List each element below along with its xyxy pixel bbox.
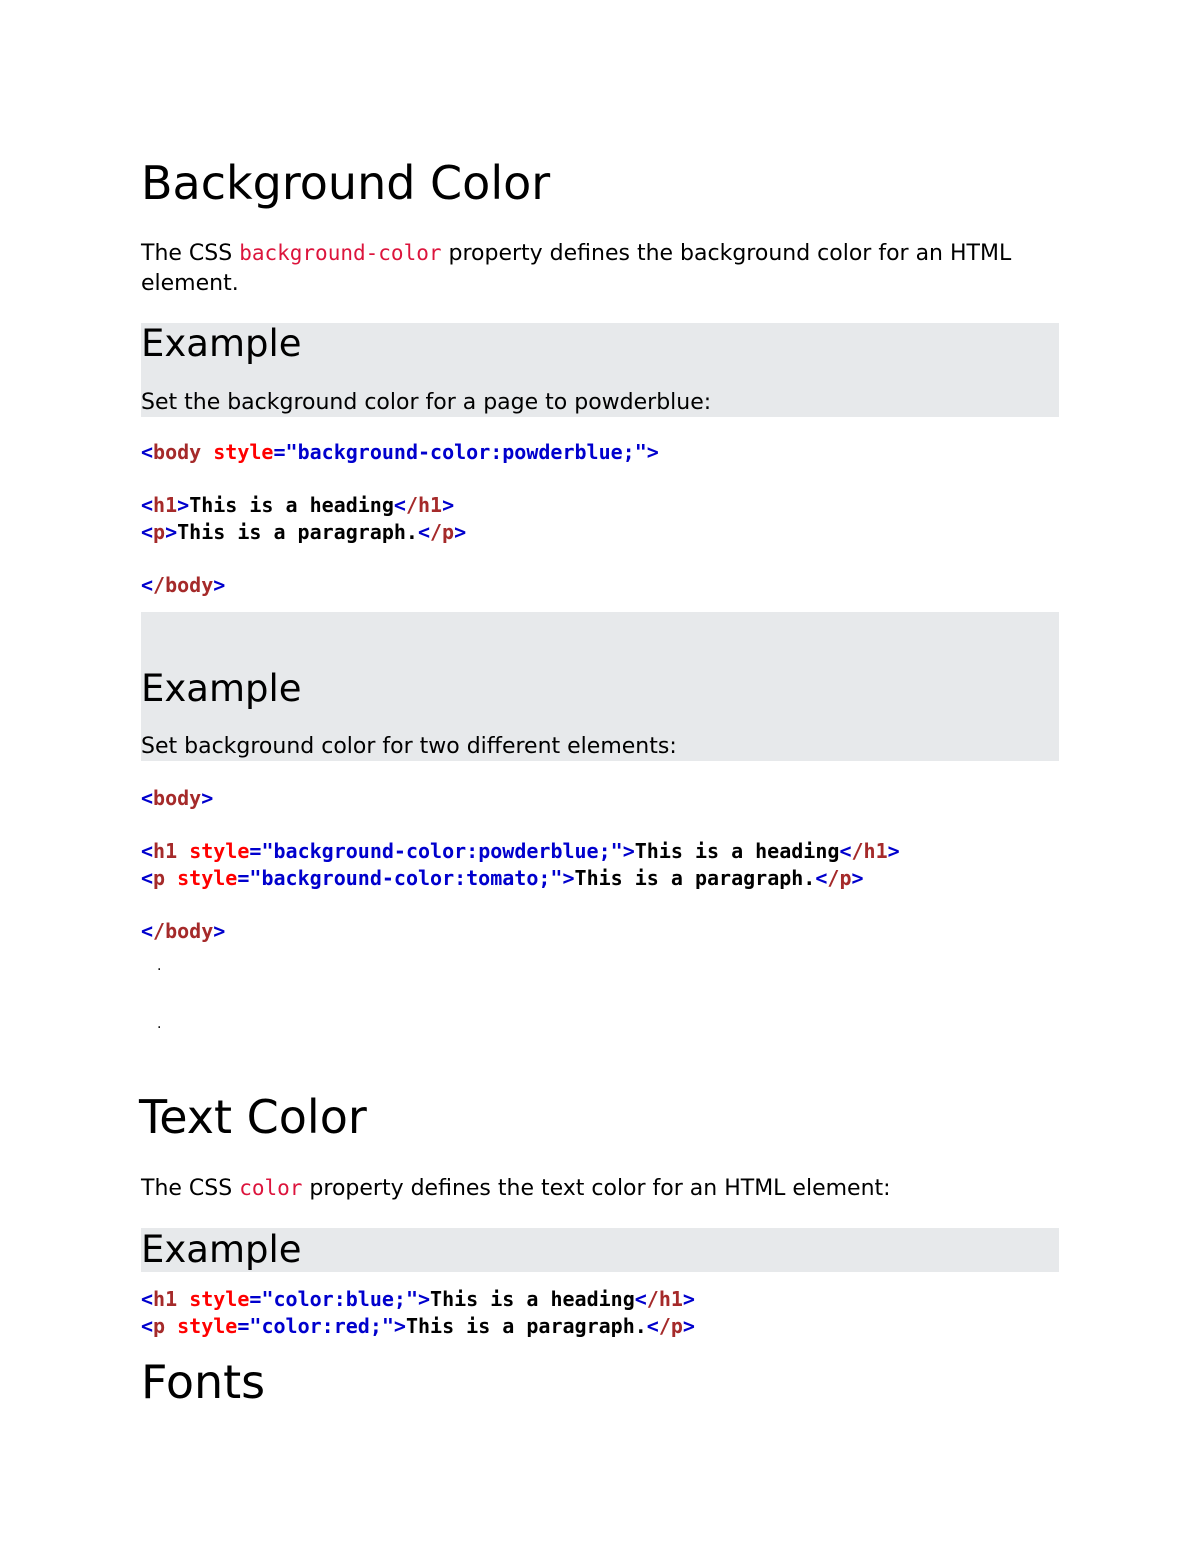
code-line: <p>This is a paragraph.</p>	[141, 519, 467, 544]
section-title-fonts: Fonts	[141, 1355, 266, 1409]
code-line: <h1>This is a heading</h1>	[141, 493, 455, 517]
code-line: </body>	[141, 918, 226, 943]
example-1-code-block	[141, 439, 659, 598]
section-title-text-color: Text Color	[139, 1090, 367, 1144]
example-2-description: Set background color for two different elements:	[141, 734, 677, 759]
intro-text-end: property defines the text color for an HTML element:	[302, 1176, 891, 1201]
section-title-background-color: Background Color	[141, 156, 551, 210]
background-color-intro	[141, 238, 1061, 299]
intro-text-end: property defines the background color for an HTML element.	[141, 241, 1012, 296]
intro-text-start: The CSS	[141, 1176, 240, 1201]
code-line: <p style="background-color:tomato;">This is a paragraph.</p>	[141, 865, 864, 890]
list-dot: .	[157, 958, 162, 974]
intro-text-start: The CSS	[141, 241, 240, 266]
example-2-code-block	[141, 785, 900, 944]
example-2-label: Example	[141, 667, 302, 710]
code-line: <body style="background-color:powderblue;">	[141, 440, 659, 464]
example-3-label: Example	[141, 1228, 302, 1271]
inline-code-background-color: background-color	[239, 241, 442, 265]
code-line: <h1 style="color:blue;">This is a heading</h1>	[141, 1287, 695, 1311]
code-line: <h1 style="background-color:powderblue;">This is a heading</h1>	[141, 839, 900, 863]
code-line: <p style="color:red;">This is a paragraph.</p>	[141, 1313, 695, 1338]
list-dot: .	[157, 1016, 162, 1032]
code-line: <body>	[141, 786, 214, 810]
text-color-intro	[141, 1173, 1061, 1204]
example-1-description: Set the background color for a page to powderblue:	[141, 390, 712, 415]
example-3-code-block	[141, 1286, 695, 1339]
code-line: </body>	[141, 572, 226, 597]
inline-code-color: color	[239, 1176, 303, 1200]
example-1-label: Example	[141, 322, 302, 365]
